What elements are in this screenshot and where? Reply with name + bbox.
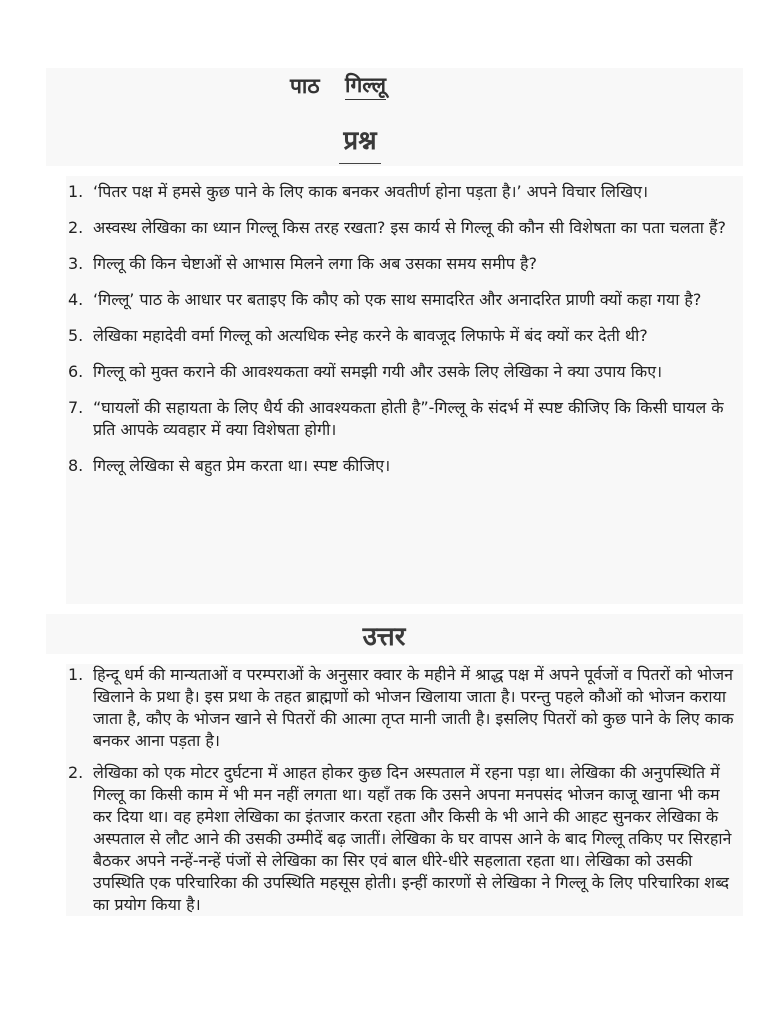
- question-number: 7.: [68, 398, 84, 417]
- question-text: गिल्लू की किन चेष्टाओं से आभास मिलने लगा कि अब उसका समय समीप है?: [93, 254, 537, 273]
- question-number: 6.: [68, 362, 84, 381]
- answer-number: 1.: [68, 665, 84, 684]
- question-item: [68, 253, 740, 275]
- question-text: अस्वस्थ लेखिका का ध्यान गिल्लू किस तरह रखता? इस कार्य से गिल्लू की कौन सी विशेषता का पता चलता हैं?: [93, 218, 726, 237]
- answers-heading: उत्तर: [362, 622, 406, 652]
- question-item: [68, 361, 740, 383]
- question-text: ‘पितर पक्ष में हमसे कुछ पाने के लिए काक बनकर अवतीर्ण होना पड़ता है।’ अपने विचार लिखिए।: [93, 182, 649, 201]
- question-text: “घायलों की सहायता के लिए धैर्य की आवश्यकता होती है”-गिल्लू के संदर्भ में स्पष्ट कीजिए कि किसी घायल के प्रति आपके व्यवहार में क्या विशेषता होगी।: [93, 398, 724, 439]
- questions-heading: [0, 121, 744, 164]
- question-text: गिल्लू लेखिका से बहुत प्रेम करता था। स्पष्ट कीजिए।: [93, 456, 391, 475]
- questions-list: [68, 181, 740, 491]
- answer-item: [68, 664, 740, 752]
- lesson-prefix: पाठ: [290, 74, 320, 98]
- question-item: [68, 289, 740, 311]
- questions-heading-text: प्रश्न: [339, 121, 380, 164]
- question-number: 1.: [68, 182, 84, 201]
- question-number: 2.: [68, 218, 84, 237]
- question-number: 8.: [68, 456, 84, 475]
- question-text: लेखिका महादेवी वर्मा गिल्लू को अत्यधिक स्नेह करने के बावजूद लिफाफे में बंद क्यों कर देती थी?: [93, 326, 648, 345]
- answer-text: लेखिका को एक मोटर दुर्घटना में आहत होकर कुछ दिन अस्पताल में रहना पड़ा था। लेखिका की अनुपस्थिति में गिल्लू का किसी काम में भी मन नहीं लगता था। यहाँ तक कि उसने अपना मनपसंद भोजन काजू खाना भी कम कर दिया था। वह हमेशा लेखिका का इंतजार करता रहता और किसी के भी आने की आहट सुनकर लेखिका के अस्पताल से लौट आने की उसकी उम्मीदें बढ़ जातीं। लेखिका के घर वापस आने के बाद गिल्लू तकिए पर सिरहाने बैठकर अपने नन्हें-नन्हें पंजों से लेखिका का सिर एवं बाल धीरे-धीरे सहलाता रहता था। लेखिका को उसकी उपस्थिति एक परिचारिका की उपस्थिति महसूस होती। इन्हीं कारणों से लेखिका ने गिल्लू के लिए परिचारिका शब्द का प्रयोग किया है।: [93, 763, 732, 914]
- answer-item: [68, 762, 740, 916]
- answer-number: 2.: [68, 763, 84, 782]
- question-text: ‘गिल्लू’ पाठ के आधार पर बताइए कि कौए को एक साथ समादरित और अनादरित प्राणी क्यों कहा गया है?: [93, 290, 702, 309]
- lesson-title: [0, 72, 768, 104]
- question-number: 4.: [68, 290, 84, 309]
- answer-text: हिन्दू धर्म की मान्यताओं व परम्पराओं के अनुसार क्वार के महीने में श्राद्ध पक्ष में अपने पूर्वजों व पितरों को भोजन खिलाने के प्रथा है। इस प्रथा के तहत ब्राह्मणों को भोजन खिलाया जाता है। परन्तु पहले कौओं को भोजन कराया जाता है, कौए के भोजन खाने से पितरों की आत्मा तृप्त मानी जाती है। इसलिए पितरों को कुछ पाने के लिए काक बनकर आना पड़ता है।: [93, 665, 734, 750]
- question-item: [68, 397, 740, 441]
- question-text: गिल्लू को मुक्त कराने की आवश्यकता क्यों समझी गयी और उसके लिए लेखिका ने क्या उपाय किए।: [93, 362, 663, 381]
- question-item: [68, 181, 740, 203]
- question-number: 5.: [68, 326, 84, 345]
- answers-list: [68, 664, 740, 926]
- question-item: [68, 455, 740, 477]
- question-item: [68, 217, 740, 239]
- lesson-name: गिल्लू: [345, 72, 386, 100]
- question-item: [68, 325, 740, 347]
- question-number: 3.: [68, 254, 84, 273]
